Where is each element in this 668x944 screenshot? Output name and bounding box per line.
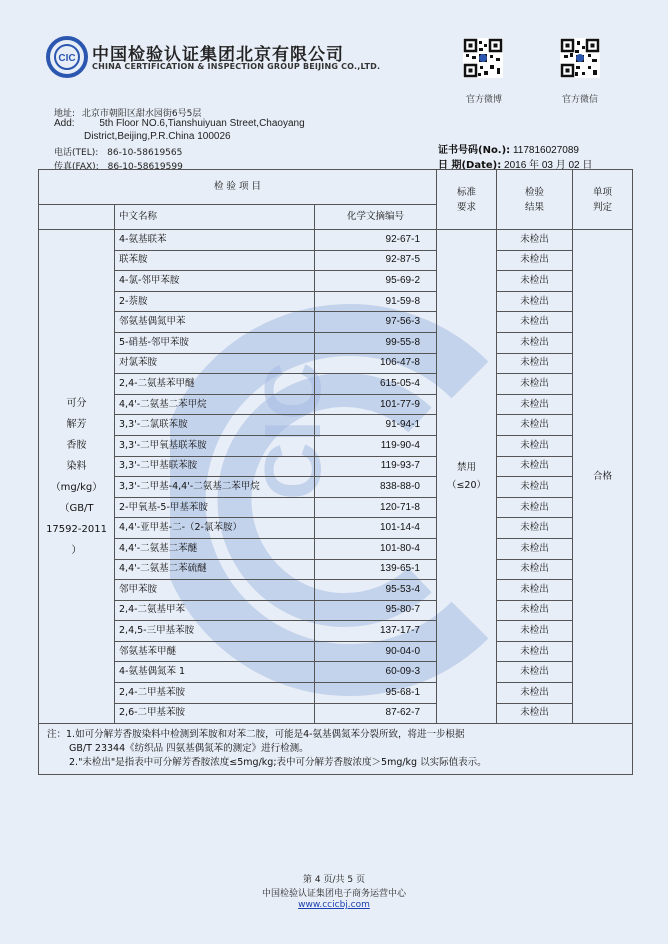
result-cell: 未检出 [497, 332, 573, 353]
table-row [39, 374, 633, 395]
chemical-name: 邻甲苯胺 [115, 580, 315, 601]
result-cell: 未检出 [497, 415, 573, 436]
header-cas: 化学文摘编号 [315, 205, 437, 230]
chemical-name: 2,4-二甲基苯胺 [115, 683, 315, 704]
tel-value: 86-10-58619565 [107, 148, 183, 158]
cas-number: 101-14-4 [315, 518, 437, 539]
company-name-cn: 中国检验认证集团北京有限公司 [92, 45, 344, 65]
header-result [497, 170, 573, 230]
table-row [39, 353, 633, 374]
chemical-name: 2-萘胺 [115, 291, 315, 312]
address-en [54, 118, 305, 129]
result-cell: 未检出 [497, 497, 573, 518]
cas-number: 95-68-1 [315, 683, 437, 704]
company-name-en: CHINA CERTIFICATION & INSPECTION GROUP BEIJING CO.,LTD. [92, 62, 381, 71]
cas-number: 60-09-3 [315, 662, 437, 683]
cas-number: 615-05-4 [315, 374, 437, 395]
result-cell: 未检出 [497, 641, 573, 662]
results-table [38, 169, 633, 775]
cas-number: 92-87-5 [315, 250, 437, 271]
result-cell: 未检出 [497, 538, 573, 559]
result-cell: 未检出 [497, 600, 573, 621]
qr-caption-weibo: 官方微博 [466, 95, 503, 105]
header-judgement [573, 170, 633, 230]
cas-number: 95-53-4 [315, 580, 437, 601]
cas-number: 101-77-9 [315, 394, 437, 415]
table-row [39, 703, 633, 724]
cas-number: 137-17-7 [315, 621, 437, 642]
chemical-name: 2,4-二氨基苯甲醚 [115, 374, 315, 395]
table-row [39, 538, 633, 559]
address-cn-label: 地址: [54, 109, 76, 119]
address-en-line2: District,Beijing,P.R.China 100026 [84, 131, 231, 142]
result-cell: 未检出 [497, 580, 573, 601]
chemical-name: 3,3'-二甲基-4,4'-二氨基二苯甲烷 [115, 477, 315, 498]
cas-number: 99-55-8 [315, 332, 437, 353]
chemical-name: 4,4'-亚甲基-二-（2-氯苯胺） [115, 518, 315, 539]
table-row [39, 394, 633, 415]
chemical-name: 2-甲氧基-5-甲基苯胺 [115, 497, 315, 518]
result-cell: 未检出 [497, 312, 573, 333]
result-cell: 未检出 [497, 703, 573, 724]
chemical-name: 3,3'-二氯联苯胺 [115, 415, 315, 436]
cas-number: 97-56-3 [315, 312, 437, 333]
header-test-item: 检 验 项 目 [39, 170, 437, 205]
result-cell: 未检出 [497, 456, 573, 477]
table-row [39, 641, 633, 662]
table-row [39, 600, 633, 621]
address-en-label: Add: [54, 118, 75, 129]
tel-label: 电话(TEL): [54, 148, 99, 158]
table-row [39, 271, 633, 292]
table-row [39, 291, 633, 312]
chemical-name: 5-硝基-邻甲苯胺 [115, 332, 315, 353]
cas-number: 87-62-7 [315, 703, 437, 724]
header-judgement-text: 单项 判定 [592, 186, 612, 213]
result-cell: 未检出 [497, 559, 573, 580]
standard-line: （≤20） [446, 479, 487, 491]
certificate-date-label: 日 期(Date): [438, 160, 502, 171]
note-line-3: 2."未检出"是指表中可分解芳香胺浓度≤5mg/kg;表中可分解芳香胺浓度＞5mg/kg 以实际值表示。 [69, 757, 487, 769]
cas-number: 91-59-8 [315, 291, 437, 312]
category-line: （mg/kg） [50, 481, 103, 493]
chemical-name: 3,3'-二甲基联苯胺 [115, 456, 315, 477]
chemical-name: 2,4,5-三甲基苯胺 [115, 621, 315, 642]
chemical-name: 4,4'-二氨基二苯醚 [115, 538, 315, 559]
tel-line [54, 145, 182, 158]
cas-number: 95-69-2 [315, 271, 437, 292]
result-cell: 未检出 [497, 271, 573, 292]
qr-code-weibo-icon[interactable] [463, 38, 503, 78]
fax-label: 传真(FAX): [54, 162, 99, 172]
cas-number: 95-80-7 [315, 600, 437, 621]
chemical-name: 2,4-二氨基甲苯 [115, 600, 315, 621]
header-blank [39, 205, 115, 230]
result-cell: 未检出 [497, 394, 573, 415]
cas-number: 106-47-8 [315, 353, 437, 374]
table-row [39, 415, 633, 436]
header-chinese-name: 中文名称 [115, 205, 315, 230]
footer-org: 中国检验认证集团电子商务运营中心 [261, 889, 406, 899]
table-row [39, 683, 633, 704]
certificate-date-value: 2016 年 03 月 02 日 [504, 160, 593, 171]
chemical-name: 4,4'-二氨基二苯硫醚 [115, 559, 315, 580]
cas-number: 120-71-8 [315, 497, 437, 518]
category-line: 17592-2011 [46, 523, 107, 535]
footer-url-link[interactable]: www.ccicbj.com [298, 900, 370, 910]
chemical-name: 对氯苯胺 [115, 353, 315, 374]
result-cell: 未检出 [497, 230, 573, 251]
cic-logo [46, 36, 88, 78]
standard-cell [437, 230, 497, 724]
table-row [39, 559, 633, 580]
cas-number: 139-65-1 [315, 559, 437, 580]
qr-caption-wechat: 官方微信 [562, 95, 599, 105]
standard-line: 禁用 [456, 461, 476, 473]
table-row [39, 518, 633, 539]
fax-value: 86-10-58619599 [107, 162, 183, 172]
note-line-1: 注：1.如可分解芳香胺染料中检测到苯胺和对苯二胺，可能是4-氨基偶氮苯分裂所致，将进一步根据 [47, 729, 465, 741]
chemical-name: 4-氯-邻甲苯胺 [115, 271, 315, 292]
cas-number: 838-88-0 [315, 477, 437, 498]
page-number: 第 4 页/共 5 页 [303, 875, 365, 885]
table-row [39, 456, 633, 477]
table-row [39, 312, 633, 333]
cas-number: 91-94-1 [315, 415, 437, 436]
note-line-2: GB/T 23344《纺织品 四氨基偶氮苯的测定》进行检测。 [69, 743, 309, 755]
header-result-text: 检验 结果 [524, 186, 544, 213]
notes-cell [39, 724, 633, 775]
category-line: 香胺 [66, 439, 87, 451]
chemical-name: 4-氨基联苯 [115, 230, 315, 251]
category-cell [39, 230, 115, 724]
category-line: 可分 [66, 397, 87, 409]
result-cell: 未检出 [497, 291, 573, 312]
chemical-name: 3,3'-二甲氧基联苯胺 [115, 435, 315, 456]
cas-number: 90-04-0 [315, 641, 437, 662]
certificate-number [438, 141, 579, 156]
category-line: （GB/T [59, 502, 94, 514]
result-cell: 未检出 [497, 662, 573, 683]
table-row [39, 250, 633, 271]
result-cell: 未检出 [497, 683, 573, 704]
table-row [39, 477, 633, 498]
table-row [39, 230, 633, 251]
result-cell: 未检出 [497, 477, 573, 498]
address-en-line1: 5th Floor NO.6,Tianshuiyuan Street,Chaoyang [99, 118, 305, 129]
result-cell: 未检出 [497, 621, 573, 642]
certificate-number-label: 证书号码(No.): [438, 145, 511, 156]
cas-number: 119-93-7 [315, 456, 437, 477]
cas-number: 92-67-1 [315, 230, 437, 251]
result-cell: 未检出 [497, 250, 573, 271]
chemical-name: 2,6-二甲基苯胺 [115, 703, 315, 724]
table-row [39, 621, 633, 642]
chemical-name: 联苯胺 [115, 250, 315, 271]
result-cell: 未检出 [497, 435, 573, 456]
category-line: 解芳 [66, 418, 87, 430]
table-row [39, 662, 633, 683]
result-cell: 未检出 [497, 518, 573, 539]
cas-number: 119-90-4 [315, 435, 437, 456]
svg-text:CIC: CIC [248, 362, 337, 500]
logo-text: CIC [58, 53, 76, 64]
table-row [39, 332, 633, 353]
footer-url-wrap [0, 900, 668, 910]
result-cell: 未检出 [497, 353, 573, 374]
chemical-name: 4,4'-二氨基二苯甲烷 [115, 394, 315, 415]
chemical-name: 邻氨基苯甲醚 [115, 641, 315, 662]
header-standard-text: 标准 要求 [456, 186, 476, 213]
chemical-name: 邻氨基偶氮甲苯 [115, 312, 315, 333]
result-cell: 未检出 [497, 374, 573, 395]
certificate-number-value: 117816027089 [512, 145, 579, 156]
cas-number: 101-80-4 [315, 538, 437, 559]
category-line: ） [71, 544, 82, 556]
table-row [39, 497, 633, 518]
header-standard [437, 170, 497, 230]
qr-code-wechat-icon[interactable] [560, 38, 600, 78]
table-row [39, 580, 633, 601]
chemical-name: 4-氨基偶氮苯 1 [115, 662, 315, 683]
category-line: 染料 [66, 460, 87, 472]
address-cn-value: 北京市朝阳区甜水园街6号5层 [81, 109, 202, 119]
table-row [39, 435, 633, 456]
judgement-cell: 合格 [573, 230, 633, 724]
